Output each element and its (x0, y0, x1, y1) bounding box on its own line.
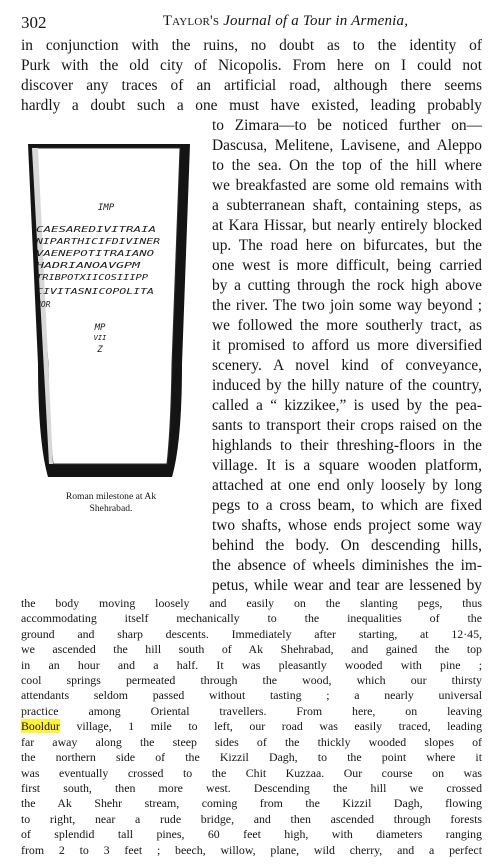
inscription-line: IMP (97, 203, 115, 213)
running-title (91, 13, 480, 30)
inscription-line: Z (97, 345, 103, 355)
inscription-line: NIPARTHICIFDIVINER (34, 237, 161, 246)
text-line: Purk with the old city of Nicopolis. From here on I could not (21, 57, 482, 74)
page-number: 302 (21, 13, 47, 32)
inscription-line: CAESAREDIVITRAIA (36, 225, 157, 234)
text-line: Dascusa, Melitene, Lavisene, and Aleppo (212, 137, 482, 154)
inscription-line: NOR (36, 300, 51, 309)
text-line: behind the body. On descending hills, (212, 537, 482, 554)
text-line: first south, then more west. Descending the hill we crossed (21, 780, 482, 795)
text-line: in an hour and a half. It was pleasantly wooded with pine ; (21, 657, 482, 672)
text-line: village. It is a square wooden platform, (212, 457, 482, 474)
text-line: ground and sharp descents. Immediately after starting, at 12·45, (21, 626, 482, 641)
text-line: one west is more difficult, being carried (212, 257, 482, 274)
text-line: by a cutting through the rock high above (212, 277, 482, 294)
text-line: the body moving loosely and easily on the slanting pegs, thus (21, 596, 482, 610)
inscription-line: CIVITASNICOPOLITA (36, 287, 155, 296)
text-line: discover any traces of an artificial road, although there seems (21, 77, 482, 94)
text-line: attendants seldom passed without tasting ; a nearly universal (21, 688, 482, 703)
milestone-figure (22, 142, 198, 487)
text-line: we breakfasted are some old remains with (212, 177, 482, 194)
text-line: to the sea. On the top of the hill where (212, 157, 482, 174)
text-line: scenery. A novel kind of conveyance, (212, 357, 482, 374)
text-line-highlighted (21, 719, 482, 734)
text-line: cool springs permeated through the wood, which our thirsty (21, 673, 482, 688)
inscription-line: TRIBPOTXIICOSIIIPP (36, 273, 149, 282)
inscription-line: VAENEPOTITRAIANO (36, 249, 155, 258)
text-line: to Zimara—to be noticed further on— (212, 117, 482, 134)
caption-line: Shehrabad. (89, 503, 133, 514)
milestone-face (32, 148, 180, 464)
text-line: the Ak Shehr stream, coming from the Kizzil Dagh, flowing (21, 796, 482, 811)
text-line: of splendid tall pines, 60 feet high, with diameters ranging (21, 827, 482, 842)
text-line: practice among Oriental travellers. From here, on leaving (21, 703, 482, 718)
text-line: attached at one end only loosely by long (212, 477, 482, 494)
text-line: in conjunction with the ruins, no doubt as to the identity of (21, 37, 482, 54)
text-line: at Kara Hissar, but nearly entirely blocked (212, 217, 482, 234)
text-line: sants to transport their crops raised on the (212, 417, 482, 434)
text-line: induced by the hilly nature of the country, (212, 377, 482, 394)
text-line: we ascended the hill south of Ak Shehrabad, and gained the top (21, 642, 482, 657)
text-line: from 2 to 3 feet ; beech, willow, plane, wild cherry, and a perfect (21, 842, 482, 857)
running-title-author: Taylor's (162, 13, 220, 29)
figure-caption (22, 491, 200, 515)
inscription-line: MP (94, 323, 106, 333)
highlighted-word: Booldur (21, 719, 60, 734)
text-line: the absence of wheels diminishes the im- (212, 557, 482, 574)
text-line: the river. The two join some way beyond ; (212, 297, 482, 314)
text-line: far away along the steep sides of the thickly wooded slopes of (21, 734, 482, 749)
text-line: we followed the more southerly tract, as (212, 317, 482, 334)
text-line: was eventually crossed to the Chit Kuzzaa. Our course on was (21, 765, 482, 780)
inscription-line: HADRIANOAVGPM (34, 261, 142, 270)
caption-line: Roman milestone at Ak (65, 491, 157, 502)
text-line: to right, near a rude bridge, and then ascended through forests (21, 811, 482, 826)
text-line: it promised to afford us more diversified (212, 337, 482, 354)
text-line: highlands to their threshing-floors in the (212, 437, 482, 454)
text-line: the northern side of the Kizzil Dagh, to the point where it (21, 750, 482, 765)
text-line: up. The road here on bifurcates, but the (212, 237, 482, 254)
inscription-line: VII (93, 334, 107, 342)
text-line: a subterranean shaft, containing steps, as (212, 197, 482, 214)
text-line: pegs to a cross beam, to which are fixed (212, 497, 482, 514)
text-line-rest: village, 1 mile to left, our road was easily traced, leading (76, 719, 482, 734)
running-head (21, 10, 480, 34)
running-title-rest: Journal of a Tour in Armenia, (223, 13, 409, 29)
text-line: called a “ kizzikee,” is used by the pea- (212, 397, 482, 414)
text-line: accommodating itself mechanically to the inequalities of the (21, 611, 482, 626)
milestone-illustration (22, 142, 198, 487)
text-line: petus, while wear and tear are lessened by (212, 577, 482, 594)
text-line: two shafts, whose ends project some way (212, 517, 482, 534)
text-line: hardly a doubt such a one must have existed, leading probably (21, 97, 482, 114)
